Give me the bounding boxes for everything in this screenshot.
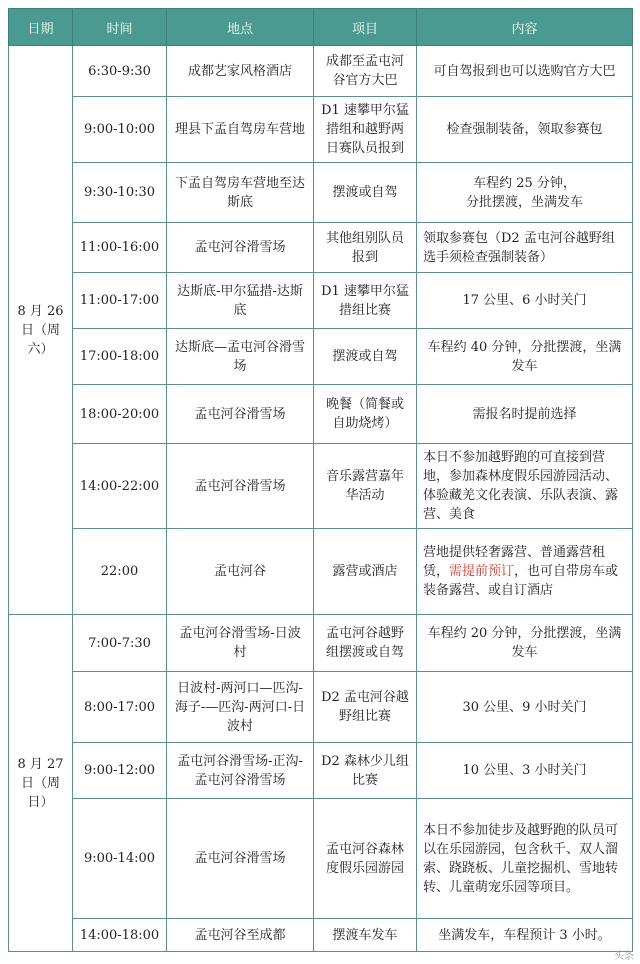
highlight-text: 需提前预订 [449, 564, 515, 579]
place-cell: 孟屯河谷滑雪场 [167, 223, 314, 273]
content-cell [417, 529, 633, 615]
place-cell: 达斯底-甲尔猛措-达斯底 [167, 273, 314, 329]
table-row [9, 799, 633, 919]
table-row [9, 919, 633, 952]
place-cell: 下孟自驾房车营地至达斯底 [167, 163, 314, 223]
time-cell: 6:30-9:30 [73, 46, 167, 97]
time-cell: 8:00-17:00 [73, 672, 167, 743]
place-cell: 孟屯河谷滑雪场 [167, 385, 314, 444]
place-cell: 孟屯河谷 [167, 529, 314, 615]
item-cell: 晚餐（简餐或自助烧烤） [314, 385, 417, 444]
date-cell: 8 月 27 日（周日） [9, 615, 73, 952]
time-cell: 18:00-20:00 [73, 385, 167, 444]
table-row [9, 672, 633, 743]
content-cell: 车程约 20 分钟，分批摆渡，坐满发车 [417, 615, 633, 672]
header-item: 项目 [314, 9, 417, 46]
table-row [9, 223, 633, 273]
place-cell: 达斯底—孟屯河谷滑雪场 [167, 329, 314, 385]
item-cell: 音乐露营嘉年华活动 [314, 444, 417, 529]
item-cell: D1 速攀甲尔猛措组比赛 [314, 273, 417, 329]
time-cell: 11:00-16:00 [73, 223, 167, 273]
time-cell: 9:00-14:00 [73, 799, 167, 919]
header-date: 日期 [9, 9, 73, 46]
header-time: 时间 [73, 9, 167, 46]
time-cell: 22:00 [73, 529, 167, 615]
item-cell: D1 速攀甲尔猛措组和越野两日赛队员报到 [314, 97, 417, 163]
item-cell: 孟屯河谷越野组摆渡或自驾 [314, 615, 417, 672]
schedule-body [9, 46, 633, 952]
content-text: 营地提供轻奢露营、普通露营租赁， [423, 545, 606, 579]
content-cell: 本日不参加徒步及越野跑的队员可以在乐园游园，包含秋千、双人溜索、跷跷板、儿童挖掘机、雪地转转、儿童萌宠乐园等项目。 [417, 799, 633, 919]
item-cell: 孟屯河谷森林度假乐园游园 [314, 799, 417, 919]
table-header-row [9, 9, 633, 46]
table-row [9, 97, 633, 163]
place-cell: 孟屯河谷滑雪场-正沟-孟屯河谷滑雪场 [167, 743, 314, 799]
item-cell: 成都至孟屯河谷官方大巴 [314, 46, 417, 97]
item-cell: 其他组别队员报到 [314, 223, 417, 273]
item-cell: D2 森林少儿组比赛 [314, 743, 417, 799]
time-cell: 9:00-12:00 [73, 743, 167, 799]
place-cell: 成都艺家风格酒店 [167, 46, 314, 97]
watermark: 头条 [614, 951, 634, 962]
table-row [9, 46, 633, 97]
time-cell: 9:00-10:00 [73, 97, 167, 163]
item-cell: 露营或酒店 [314, 529, 417, 615]
content-cell: 坐满发车，车程预计 3 小时。 [417, 919, 633, 952]
place-cell: 孟屯河谷滑雪场 [167, 444, 314, 529]
table-row [9, 615, 633, 672]
content-cell: 检查强制装备，领取参赛包 [417, 97, 633, 163]
table-row [9, 385, 633, 444]
time-cell: 17:00-18:00 [73, 329, 167, 385]
table-row [9, 743, 633, 799]
place-cell: 理县下孟自驾房车营地 [167, 97, 314, 163]
time-cell: 14:00-18:00 [73, 919, 167, 952]
table-row [9, 329, 633, 385]
place-cell: 孟屯河谷滑雪场 [167, 799, 314, 919]
content-cell: 10 公里、3 小时关门 [417, 743, 633, 799]
item-cell: 摆渡或自驾 [314, 163, 417, 223]
table-row [9, 273, 633, 329]
place-cell: 孟屯河谷至成都 [167, 919, 314, 952]
content-cell: 17 公里、6 小时关门 [417, 273, 633, 329]
time-cell: 14:00-22:00 [73, 444, 167, 529]
place-cell: 孟屯河谷滑雪场-日波村 [167, 615, 314, 672]
content-cell: 车程约 25 分钟， 分批摆渡，坐满发车 [417, 163, 633, 223]
content-cell: 可自驾报到也可以选购官方大巴 [417, 46, 633, 97]
schedule-table [8, 8, 633, 952]
time-cell: 9:30-10:30 [73, 163, 167, 223]
time-cell: 11:00-17:00 [73, 273, 167, 329]
item-cell: 摆渡或自驾 [314, 329, 417, 385]
table-row [9, 529, 633, 615]
table-row [9, 163, 633, 223]
table-row [9, 444, 633, 529]
date-cell: 8 月 26 日（周六） [9, 46, 73, 615]
content-cell: 车程约 40 分钟，分批摆渡，坐满发车 [417, 329, 633, 385]
time-cell: 7:00-7:30 [73, 615, 167, 672]
item-cell: D2 孟屯河谷越野组比赛 [314, 672, 417, 743]
content-text: ，也可自带房车或装备露营、或自订酒店 [423, 564, 619, 598]
content-cell: 本日不参加越野跑的可直接到营地，参加森林度假乐园游园活动、体验藏羌文化表演、乐队表演、露营、美食 [417, 444, 633, 529]
place-cell: 日波村-两河口—匹沟-海子-—匹沟-两河口-日波村 [167, 672, 314, 743]
header-content: 内容 [417, 9, 633, 46]
header-place: 地点 [167, 9, 314, 46]
content-cell: 领取参赛包（D2 孟屯河谷越野组选手须检查强制装备） [417, 223, 633, 273]
content-cell: 30 公里、9 小时关门 [417, 672, 633, 743]
item-cell: 摆渡车发车 [314, 919, 417, 952]
content-cell: 需报名时提前选择 [417, 385, 633, 444]
